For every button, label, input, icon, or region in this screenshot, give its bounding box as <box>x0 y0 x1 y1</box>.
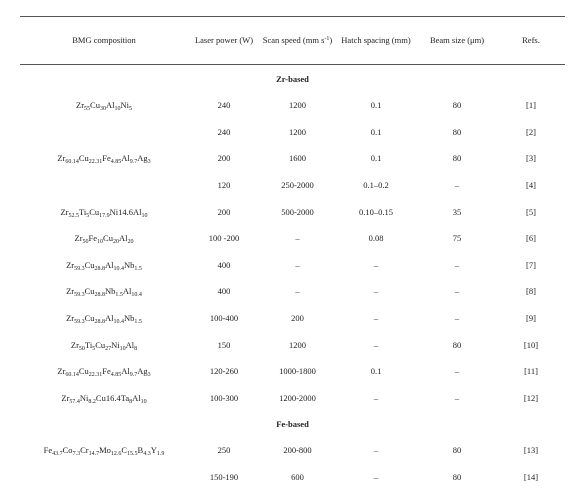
composition-element: Zr <box>76 100 85 111</box>
composition-element: Al <box>105 100 115 111</box>
composition-element: Ni <box>79 392 89 403</box>
composition-element: Zr <box>60 206 69 217</box>
composition-element: Cu16.4Ta <box>95 392 130 403</box>
composition-element: Ni <box>120 100 129 111</box>
table-row <box>20 92 565 119</box>
composition-element: Ag <box>137 366 148 377</box>
scan-speed-cell: 200 <box>291 313 304 324</box>
hatch-spacing-cell: 0.1 <box>370 100 382 111</box>
composition-subscript: 22.31 <box>88 372 103 379</box>
table-row <box>20 437 565 464</box>
composition-subscript: 3 <box>147 372 151 379</box>
ref-cell: [13] <box>523 445 539 456</box>
composition-subscript: 10.4 <box>131 292 142 299</box>
scan-speed-cell: 1200 <box>289 126 306 137</box>
composition-element: Al <box>105 313 114 324</box>
composition-subscript: 28.8 <box>94 265 106 272</box>
ref-cell: [12] <box>523 392 539 403</box>
beam-size-cell: 80 <box>452 445 462 456</box>
composition-cell <box>20 278 188 305</box>
composition-element: Fe <box>88 233 98 244</box>
composition-element: Cu <box>84 313 95 324</box>
laser-power-cell: 120 <box>217 180 231 191</box>
hatch-spacing-cell: – <box>373 339 379 350</box>
hatch-spacing-cell: 0.08 <box>368 233 384 244</box>
composition-cell <box>20 198 188 225</box>
composition-subscript: 60.14 <box>65 372 79 379</box>
composition-subscript: 7.3 <box>72 451 81 458</box>
composition-element: Fe <box>102 366 111 377</box>
table-row <box>20 198 565 225</box>
composition-subscript: 5 <box>92 345 96 352</box>
composition-subscript: 5 <box>128 106 132 113</box>
section-header-row <box>20 411 565 437</box>
composition-subscript: 57.4 <box>69 398 80 405</box>
ref-cell: [11] <box>524 366 538 377</box>
hatch-spacing-cell: – <box>373 313 379 324</box>
composition-subscript: 52.5 <box>68 212 79 219</box>
table-row <box>20 385 565 412</box>
section-title: Zr-based <box>276 74 309 84</box>
header-composition: BMG composition <box>72 35 136 45</box>
laser-power-cell: 100 -200 <box>208 233 240 244</box>
table-row <box>20 464 565 491</box>
composition-subscript: 10.4 <box>113 265 125 272</box>
composition-subscript: 22.31 <box>88 159 103 166</box>
beam-size-cell: 35 <box>452 206 462 217</box>
composition-subscript: 20 <box>112 239 119 246</box>
table-row <box>20 358 565 385</box>
composition-element: Nb <box>124 313 135 324</box>
composition-element: Fe <box>102 153 111 164</box>
table-row <box>20 331 565 358</box>
composition-cell <box>20 145 188 172</box>
laser-power-cell: 400 <box>217 286 231 297</box>
scan-speed-cell: 1200 <box>289 339 306 350</box>
beam-size-cell: 75 <box>452 233 462 244</box>
composition-subscript: 9.7 <box>129 372 138 379</box>
composition-subscript: 20 <box>127 239 134 246</box>
composition-subscript: 60.14 <box>65 159 79 166</box>
hatch-spacing-cell: – <box>373 472 379 483</box>
scan-speed-cell: 1200-2000 <box>279 392 316 403</box>
ref-cell: [5] <box>526 206 536 217</box>
hatch-spacing-cell: – <box>373 259 379 270</box>
composition-subscript: 10 <box>119 345 126 352</box>
composition-subscript: 14.7 <box>88 451 100 458</box>
header-table <box>20 16 565 64</box>
ref-cell: [8] <box>526 286 536 297</box>
beam-size-cell: 80 <box>452 339 462 350</box>
composition-element: Cr <box>80 445 89 456</box>
beam-size-cell: 80 <box>452 126 462 137</box>
composition-subscript: 10 <box>140 398 147 405</box>
table-row <box>20 252 565 279</box>
table-row <box>20 305 565 332</box>
composition-element: Zr <box>66 259 75 270</box>
composition-cell <box>20 252 188 279</box>
composition-subscript: 4.85 <box>110 159 122 166</box>
scan-speed-cell: 1200 <box>289 100 306 111</box>
composition-element: Zr <box>66 313 75 324</box>
header-refs: Refs. <box>522 35 540 45</box>
composition-element: Mo <box>99 445 111 456</box>
composition-element: Cu <box>103 233 113 244</box>
composition-element: Al <box>121 366 130 377</box>
composition-element: Nb <box>124 259 135 270</box>
composition-cell <box>20 464 188 491</box>
header-row <box>20 16 565 64</box>
laser-power-cell: 250 <box>217 445 231 456</box>
scan-speed-cell: – <box>295 286 300 297</box>
laser-power-cell: 150 <box>217 339 231 350</box>
composition-element: Zr <box>66 286 75 297</box>
composition-element: Y <box>150 445 157 456</box>
composition-element: Ag <box>137 153 148 164</box>
composition-element: Cu <box>90 100 100 111</box>
composition-cell <box>20 437 188 464</box>
section-header-row <box>20 66 565 92</box>
laser-power-cell: 100-300 <box>209 392 239 403</box>
laser-power-cell: 150-190 <box>209 472 239 483</box>
composition-element: Ni14.6Al <box>109 206 142 217</box>
laser-power-cell: 200 <box>217 153 231 164</box>
composition-subscript: 8.2 <box>88 398 96 405</box>
header-beam-size: Beam size (μm) <box>429 35 485 45</box>
hatch-spacing-cell: – <box>373 392 379 403</box>
table-row <box>20 119 565 146</box>
composition-cell <box>20 225 188 252</box>
hatch-spacing-cell: – <box>373 286 379 297</box>
table-row <box>20 145 565 172</box>
ref-cell: [2] <box>526 126 536 137</box>
laser-power-cell: 120-260 <box>209 366 239 377</box>
composition-element: Zr <box>70 339 79 350</box>
beam-size-cell: – <box>454 392 460 403</box>
hatch-spacing-cell: 0.1 <box>370 126 382 137</box>
composition-element: Al <box>118 233 128 244</box>
beam-size-cell: – <box>454 259 460 270</box>
composition-element: Cu <box>84 286 95 297</box>
composition-element: B <box>137 445 144 456</box>
composition-element: Zr <box>74 233 83 244</box>
composition-subscript: 27 <box>105 345 112 352</box>
ref-cell: [4] <box>526 180 536 191</box>
laser-power-cell: 100-400 <box>209 313 239 324</box>
ref-cell: [9] <box>526 313 536 324</box>
scan-speed-cell: 600 <box>291 472 304 483</box>
beam-size-cell: 80 <box>452 472 462 483</box>
composition-element: Cu <box>78 366 89 377</box>
header-laser-power: Laser power (W) <box>194 35 254 45</box>
composition-subscript: 4.3 <box>143 451 151 458</box>
composition-element: Zr <box>57 366 66 377</box>
composition-cell <box>20 119 188 146</box>
composition-subscript: 10 <box>97 239 104 246</box>
section-title: Fe-based <box>276 419 309 430</box>
composition-cell <box>20 172 188 199</box>
composition-subscript: 43.7 <box>52 451 63 458</box>
laser-power-cell: 240 <box>217 100 231 111</box>
beam-size-cell: – <box>454 180 460 191</box>
ref-cell: [14] <box>523 472 539 483</box>
composition-subscript: 10 <box>114 106 121 113</box>
composition-subscript: 4.85 <box>110 372 122 379</box>
ref-cell: [3] <box>526 153 536 164</box>
beam-size-cell: – <box>454 286 460 297</box>
ref-cell: [1] <box>526 100 536 111</box>
composition-subscript: 59.3 <box>74 292 85 299</box>
composition-subscript: 30 <box>99 106 106 113</box>
composition-cell <box>20 385 188 412</box>
composition-element: Ni <box>111 339 120 350</box>
composition-subscript: 1.5 <box>134 319 142 326</box>
ref-cell: [7] <box>526 259 536 270</box>
beam-size-cell: – <box>454 313 460 324</box>
scan-speed-cell: – <box>295 259 300 270</box>
composition-subscript: 1.5 <box>134 265 142 272</box>
composition-subscript: 9.7 <box>129 159 138 166</box>
data-table-body <box>20 66 565 490</box>
composition-element: Co <box>62 445 73 456</box>
laser-power-cell: 400 <box>217 259 231 270</box>
scan-speed-cell: 500-2000 <box>281 206 314 217</box>
scan-speed-cell: 250-2000 <box>281 180 314 191</box>
hatch-spacing-cell: 0.10–0.15 <box>359 206 393 217</box>
scan-speed-cell: – <box>295 233 300 244</box>
composition-cell <box>20 358 188 385</box>
table-row <box>20 225 565 252</box>
composition-element: Al <box>121 153 130 164</box>
composition-subscript: 1.9 <box>156 451 165 458</box>
ref-cell: [6] <box>526 233 536 244</box>
table-row <box>20 278 565 305</box>
composition-element: Al <box>132 392 141 403</box>
header-hatch-spacing: Hatch spacing (mm) <box>341 35 411 45</box>
composition-subscript: 12.6 <box>110 451 122 458</box>
table-row <box>20 172 565 199</box>
composition-subscript: 3 <box>147 159 151 166</box>
beam-size-cell: 80 <box>452 153 462 164</box>
composition-element: Cu <box>84 259 95 270</box>
scan-speed-cell: 200-800 <box>283 445 312 456</box>
scan-speed-cell: 1000-1800 <box>279 366 316 377</box>
composition-element: Cu <box>89 206 100 217</box>
composition-cell <box>20 305 188 332</box>
composition-subscript: 8 <box>129 398 133 405</box>
composition-subscript: 28.8 <box>94 292 106 299</box>
composition-element: Nb <box>105 286 116 297</box>
composition-subscript: 1.5 <box>115 292 123 299</box>
beam-size-cell: – <box>454 366 460 377</box>
hatch-spacing-cell: 0.1–0.2 <box>363 180 389 191</box>
composition-subscript: 59.3 <box>74 265 85 272</box>
composition-subscript: 50 <box>82 239 89 246</box>
composition-subscript: 15.5 <box>127 451 138 458</box>
composition-subscript: 28.8 <box>94 319 106 326</box>
laser-power-cell: 240 <box>217 126 231 137</box>
laser-power-cell: 200 <box>217 206 231 217</box>
composition-subscript: 17.9 <box>99 212 110 219</box>
hatch-spacing-cell: – <box>373 445 379 456</box>
composition-element: Ti <box>78 206 87 217</box>
composition-element: Zr <box>57 153 66 164</box>
header-bottom-rule <box>20 64 565 65</box>
composition-element: C <box>121 445 128 456</box>
ref-cell: [10] <box>523 339 539 350</box>
composition-element: Al <box>125 339 135 350</box>
composition-cell <box>20 331 188 358</box>
composition-subscript: 50 <box>78 345 85 352</box>
composition-element: Fe <box>43 445 53 456</box>
composition-element: Al <box>122 286 132 297</box>
composition-cell <box>20 92 188 119</box>
composition-element: Al <box>105 259 114 270</box>
composition-element: Ti <box>84 339 93 350</box>
composition-element: Cu <box>95 339 106 350</box>
composition-subscript: 10 <box>141 212 148 219</box>
composition-subscript: 10.4 <box>113 319 125 326</box>
composition-subscript: 5 <box>86 212 90 219</box>
hatch-spacing-cell: 0.1 <box>370 366 382 377</box>
scan-speed-cell: 1600 <box>289 153 306 164</box>
composition-subscript: 8 <box>134 345 138 352</box>
beam-size-cell: 80 <box>452 100 462 111</box>
composition-element: Cu <box>78 153 89 164</box>
composition-element: Zr <box>61 392 70 403</box>
composition-subscript: 59.3 <box>74 319 85 326</box>
hatch-spacing-cell: 0.1 <box>370 153 382 164</box>
composition-subscript: 55 <box>84 106 91 113</box>
header-scan-speed: Scan speed (mm $s^{-1}$) <box>262 35 333 45</box>
